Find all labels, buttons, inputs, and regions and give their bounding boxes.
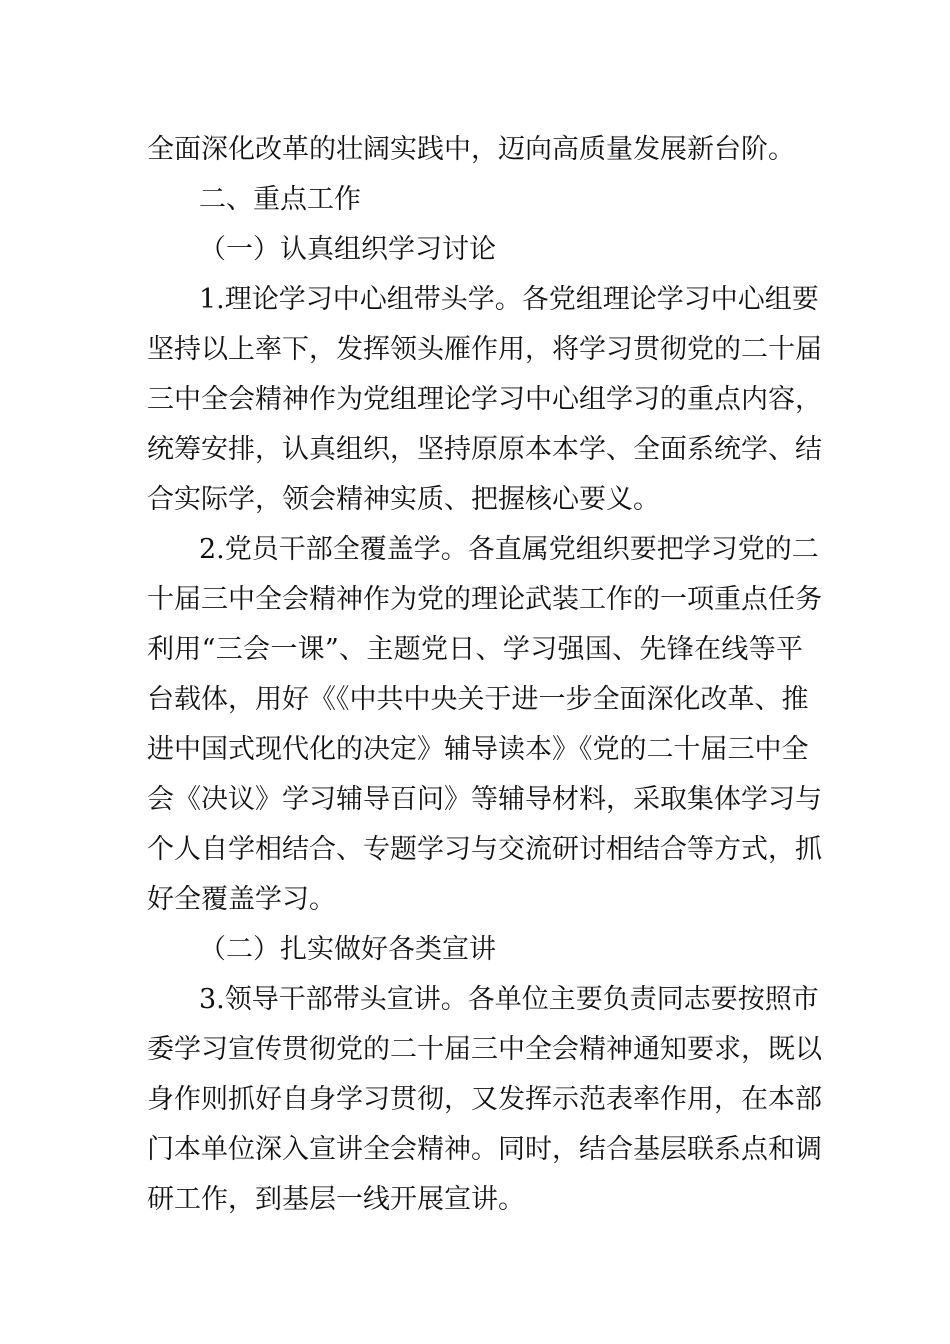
text-line: 全面深化改革的壮阔实践中，迈向高质量发展新台阶。	[147, 134, 795, 165]
text-line: 坚持以上率下，发挥领头雁作用，将学习贯彻党的二十届	[147, 334, 822, 365]
text-line: 2.党员干部全覆盖学。各直属党组织要把学习党的二	[199, 534, 819, 565]
text-line: 3.领导干部带头宣讲。各单位主要负责同志要按照市	[199, 984, 819, 1015]
text-line: 会《决议》学习辅导百问》等辅导材料，采取集体学习与	[147, 784, 822, 815]
subsection-heading: （一）认真组织学习讨论	[199, 234, 496, 265]
text-line: 身作则抓好自身学习贯彻，又发挥示范表率作用，在本部	[147, 1084, 822, 1115]
text-line: 个人自学相结合、专题学习与交流研讨相结合等方式，抓	[147, 834, 822, 865]
text-line: 1.理论学习中心组带头学。各党组理论学习中心组要	[199, 284, 819, 315]
text-line: 十届三中全会精神作为党的理论武装工作的一项重点任务	[147, 584, 822, 615]
text-line: 好全覆盖学习。	[147, 884, 336, 915]
text-line: 委学习宣传贯彻党的二十届三中全会精神通知要求，既以	[147, 1034, 822, 1065]
text-line: 三中全会精神作为党组理论学习中心组学习的重点内容，	[147, 384, 822, 415]
text-line: 统筹安排，认真组织，坚持原原本本学、全面系统学、结	[147, 434, 822, 465]
text-line: 合实际学，领会精神实质、把握核心要义。	[147, 484, 660, 515]
subsection-heading: （二）扎实做好各类宣讲	[199, 934, 496, 965]
text-line: 利用“三会一课”、主题党日、学习强国、先锋在线等平	[147, 634, 803, 665]
text-line: 研工作，到基层一线开展宣讲。	[147, 1184, 525, 1215]
text-line: 门本单位深入宣讲全会精神。同时，结合基层联系点和调	[147, 1134, 822, 1165]
text-line: 进中国式现代化的决定》辅导读本》《党的二十届三中全	[147, 734, 809, 765]
text-line: 台载体，用好《《中共中央关于进一步全面深化改革、推	[147, 684, 809, 715]
section-heading: 二、重点工作	[199, 184, 361, 215]
